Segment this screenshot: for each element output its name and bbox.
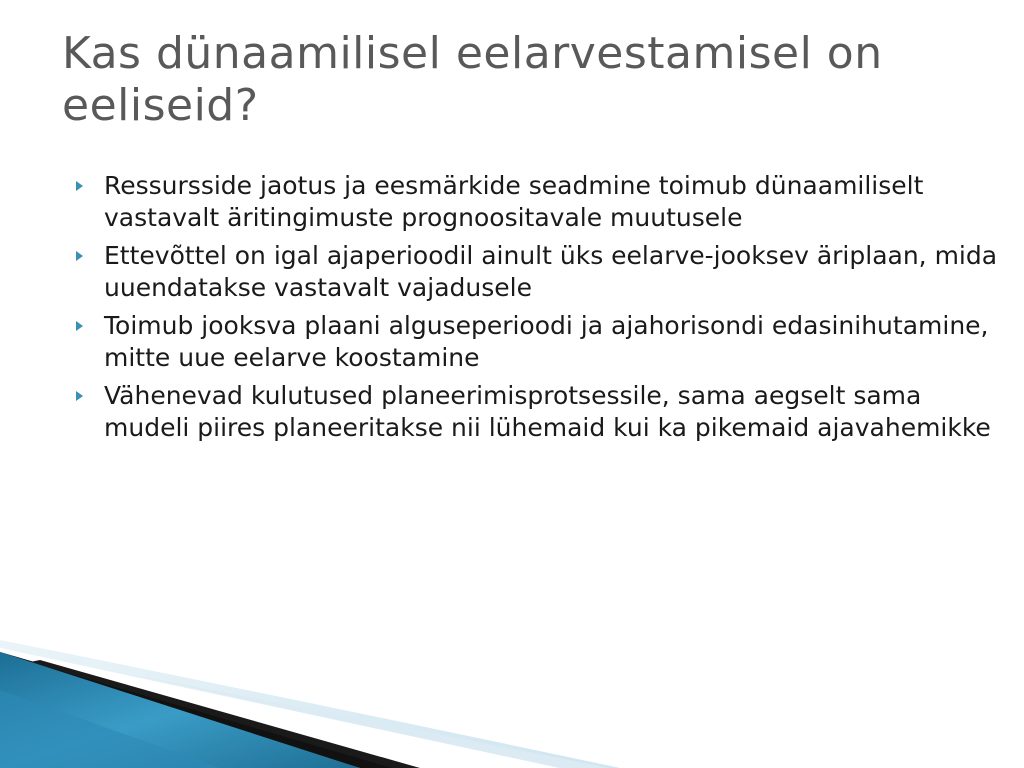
triangle-bullet-icon bbox=[76, 321, 83, 331]
bullet-text: Toimub jooksva plaani alguseperioodi ja ajahorisondi edasinihutamine, mitte uue eelarve koostamine bbox=[104, 311, 989, 372]
list-item bbox=[74, 380, 1014, 444]
bullet-text: Vähenevad kulutused planeerimisprotsessile, sama aegselt sama mudeli piires planeeritakse nii lühemaid kui ka pikemaid ajavahemikke bbox=[104, 381, 991, 442]
list-item bbox=[74, 310, 1014, 374]
triangle-bullet-icon bbox=[76, 391, 83, 401]
triangle-bullet-icon bbox=[76, 251, 83, 261]
bullet-list bbox=[74, 170, 1014, 450]
list-item bbox=[74, 170, 1014, 234]
bullet-text: Ressursside jaotus ja eesmärkide seadmine toimub dünaamiliselt vastavalt äritingimuste prognoositavale muutusele bbox=[104, 171, 924, 232]
list-item bbox=[74, 240, 1014, 304]
bullet-text: Ettevõttel on igal ajaperioodil ainult üks eelarve-jooksev äriplaan, mida uuendatakse vastavalt vajadusele bbox=[104, 241, 998, 302]
slide-title: Kas dünaamilisel eelarvestamisel on eeliseid? bbox=[62, 28, 883, 131]
triangle-bullet-icon bbox=[76, 181, 83, 191]
